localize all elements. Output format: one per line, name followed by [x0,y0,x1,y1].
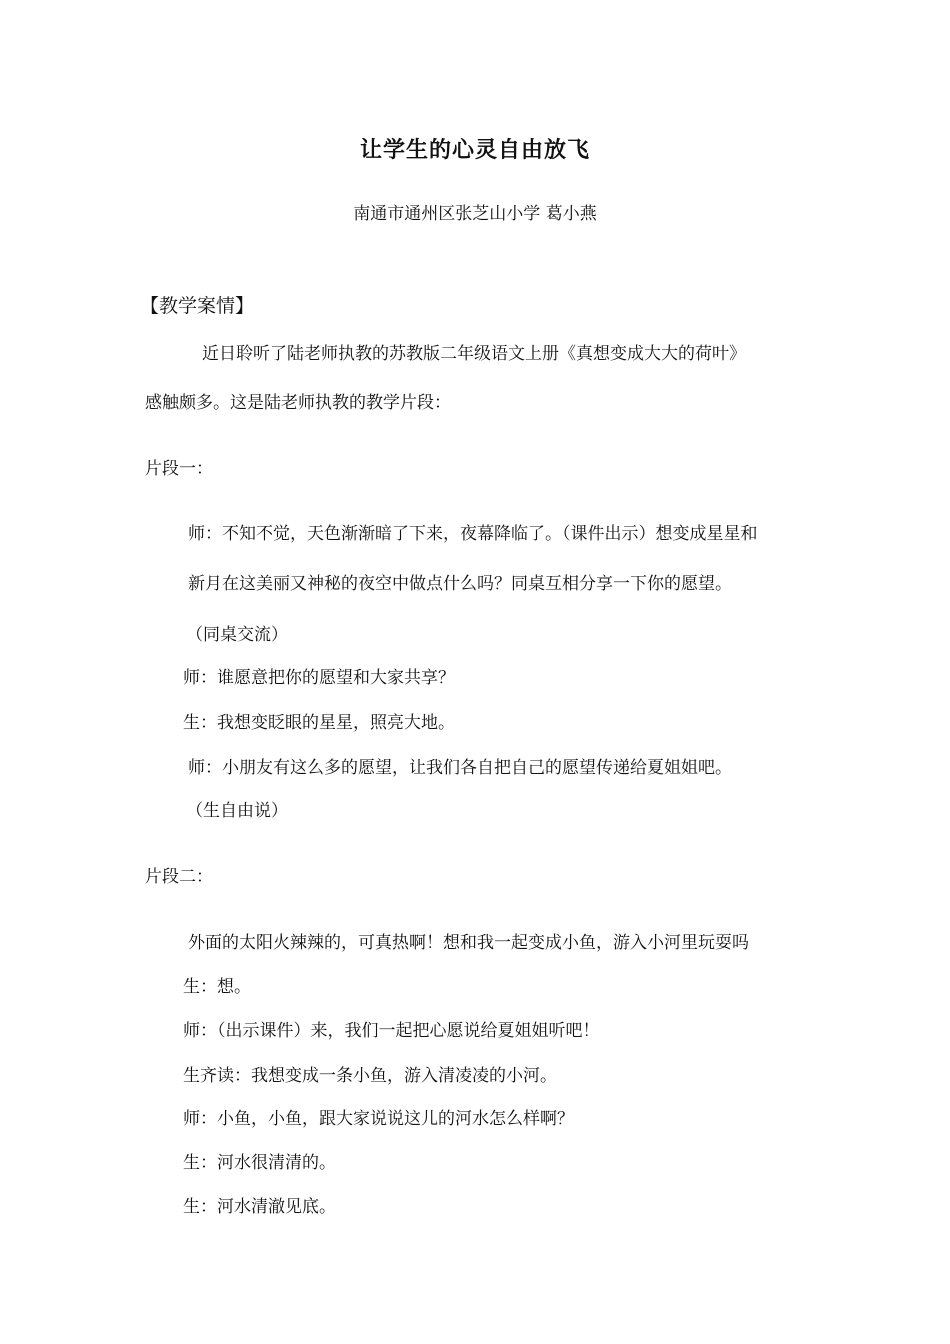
fragment1-heading: 片段一： [145,459,213,479]
fragment1-line: 师：小朋友有这么多的愿望，让我们各自把自己的愿望传递给夏姐姐吧。 [188,758,732,778]
fragment2-line: 生齐读：我想变成一条小鱼，游入清凌凌的小河。 [183,1066,557,1086]
fragment2-line: 外面的太阳火辣辣的，可真热啊！想和我一起变成小鱼，游入小河里玩耍吗 [188,933,749,953]
fragment1-line: （生自由说） [186,801,288,821]
fragment1-line: 新月在这美丽又神秘的夜空中做点什么吗？同桌互相分享一下你的愿望。 [188,574,732,594]
fragment2-line: 生：河水很清清的。 [183,1153,336,1173]
fragment1-line: 师：不知不觉，天色渐渐暗了下来，夜幕降临了。（课件出示）想变成星星和 [188,524,758,544]
fragment2-heading: 片段二： [145,867,213,887]
fragment1-line: （同桌交流） [186,625,288,645]
intro-line-2: 感触颇多。这是陆老师执教的教学片段： [145,393,451,413]
fragment2-line: 师：（出示课件）来，我们一起把心愿说给夏姐姐听吧！ [183,1021,600,1041]
section-heading: 【教学案情】 [140,295,255,317]
fragment1-line: 生：我想变眨眼的星星，照亮大地。 [183,713,455,733]
author-line: 南通市通州区张芝山小学 葛小燕 [353,204,597,224]
document-title: 让学生的心灵自由放飞 [359,138,590,163]
fragment2-line: 生：想。 [183,977,251,997]
fragment1-line: 师：谁愿意把你的愿望和大家共享？ [183,668,455,688]
fragment2-line: 生：河水清澈见底。 [183,1197,336,1217]
fragment2-line: 师：小鱼，小鱼，跟大家说说这儿的河水怎么样啊？ [183,1109,574,1129]
intro-line-1: 近日聆听了陆老师执教的苏教版二年级语文上册《真想变成大大的荷叶》 [202,344,746,364]
